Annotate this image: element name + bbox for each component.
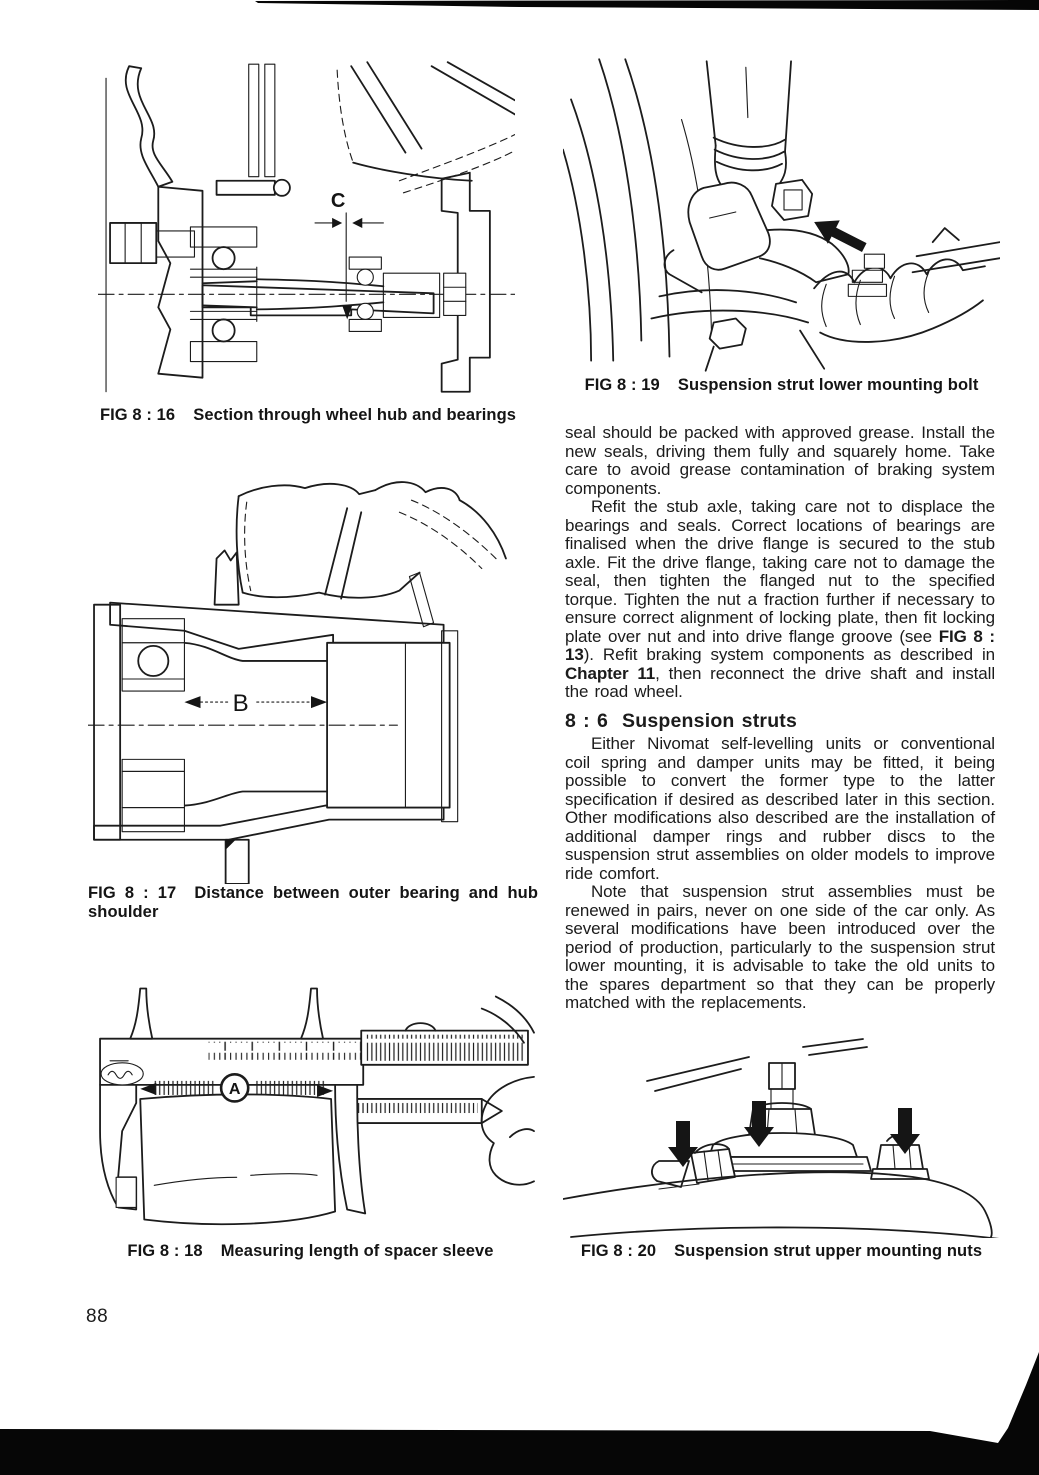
figure-8-18-caliper-drawing — [88, 980, 535, 1234]
dimension-C — [315, 190, 383, 320]
brake-shield — [249, 64, 275, 177]
figure-8-19-strut-lower-mounting-drawing — [563, 58, 1000, 372]
speed-lines — [647, 1039, 867, 1091]
drive-shaft — [913, 228, 1000, 272]
section-title: Suspension struts — [622, 709, 798, 732]
caption-fig-8-18 — [88, 1242, 533, 1261]
para2-text: , then reconnect the drive shaft and install the road wheel. — [565, 663, 995, 701]
paragraph-renew-in-pairs: Note that suspension strut assemblies must be renewed in pairs, never on one side of the car only. As several modifications have been introduced over the period of production, particularly to the suspension strut lower mounting, it is advisable to take the old units to the spares department so that they can be properly matched with the replacements. — [565, 882, 995, 1012]
para2-text: Refit the stub axle, taking care not to displace the bearings and seals. Correct locations of bearings are finalised when the drive flange is secured to the stub axle. Fit the drive flange, taking care not to damage the seal, then tighten the flanged nut to the specified torque. Tighten the nut a fraction further if necessary to ensure correct alignment of locking plate, then fit locking plate over nut and into drive flange groove (see — [565, 497, 995, 646]
caption-fig-8-20 — [563, 1242, 1000, 1261]
strut-knuckle-sketch — [337, 62, 515, 193]
mounting-bracket — [665, 183, 849, 293]
cv-boot — [814, 259, 985, 342]
caption-fig-8-16-title: Section through wheel hub and bearings — [193, 406, 517, 424]
dim-b-label: B — [232, 690, 249, 718]
caption-fig-8-17 — [88, 884, 538, 922]
caption-fig-8-20-number: FIG 8 : 20 — [580, 1242, 657, 1260]
beam-prong — [301, 988, 323, 1038]
fixed-jaw-lower — [100, 1085, 136, 1210]
mounting-bolt — [772, 180, 812, 220]
strut-sketch-top — [237, 482, 506, 627]
chapter-11-reference: Chapter 11 — [565, 663, 656, 683]
caption-fig-8-18-title: Measuring length of spacer sleeve — [220, 1242, 494, 1260]
caption-fig-8-16-number: FIG 8 : 16 — [99, 406, 176, 424]
para2-text: ). Refit braking system components as described in — [583, 645, 995, 664]
scan-artifact-bottom-edge — [0, 1352, 1039, 1475]
dimension-B — [184, 690, 327, 717]
caption-fig-8-19-number: FIG 8 : 19 — [584, 376, 660, 394]
paragraph-refit-stub-axle — [565, 498, 995, 702]
dim-c-label: C — [330, 189, 346, 212]
wheel-rim — [126, 66, 173, 187]
section-heading-8-6 — [565, 709, 995, 732]
drive-flange — [442, 173, 490, 392]
spacer-sleeve-section — [327, 631, 458, 822]
caption-fig-8-19-title: Suspension strut lower mounting bolt — [677, 376, 979, 394]
caption-fig-8-16 — [88, 406, 528, 425]
caption-fig-8-17-number: FIG 8 : 17 — [88, 884, 177, 902]
spacer-sleeve-workpiece — [140, 1094, 335, 1224]
caption-fig-8-19 — [563, 376, 1000, 395]
caption-fig-8-20-title: Suspension strut upper mounting nuts — [674, 1242, 983, 1260]
hose-clamp — [848, 254, 886, 296]
hub-nut-and-stud — [110, 223, 194, 263]
lower-lug — [226, 840, 249, 884]
construction-lines — [98, 78, 515, 392]
fixed-jaw-upper — [130, 988, 152, 1038]
caption-fig-8-17-title: Distance between outer bearing and hub shoulder — [88, 884, 538, 921]
slider-assembly — [335, 1023, 528, 1213]
section-number: 8 : 6 — [565, 709, 609, 732]
caliper-bolt — [217, 180, 290, 196]
caption-fig-8-18-number: FIG 8 : 18 — [127, 1242, 203, 1260]
hand-outline — [482, 997, 534, 1185]
scan-artifact-top-edge — [255, 0, 1039, 10]
paragraph-nivomat-units: Either Nivomat self-levelling units or conventional coil spring and damper units may be fitted, it being possible to convert the former type to the latter specification if desired as described later in this section. Other modifications also described are the installation of additional damper rings and rubber discs to the suspension strut assemblies on older models to improve ride comfort. — [565, 734, 995, 883]
spring-seat — [651, 290, 824, 371]
figure-8-17-bearing-distance-drawing — [88, 472, 530, 884]
fig-8-13-reference: FIG 8 : 13 — [565, 626, 995, 664]
body-text-column — [565, 424, 995, 1013]
body-panel — [563, 1172, 1000, 1238]
strut-tube — [707, 61, 791, 186]
dim-a-label: A — [228, 1079, 241, 1098]
figure-8-20-strut-upper-mounting-drawing — [563, 1036, 1000, 1238]
page-number: 88 — [86, 1306, 109, 1327]
hub-carrier — [158, 187, 202, 378]
paragraph-seal-grease: seal should be packed with approved grease. Install the new seals, driving them fully and squarely home. Take care to avoid grease contamination of braking system components. — [565, 423, 995, 498]
figure-8-16-wheel-hub-section-drawing — [98, 60, 515, 407]
upper-bracket-tab — [215, 550, 239, 604]
